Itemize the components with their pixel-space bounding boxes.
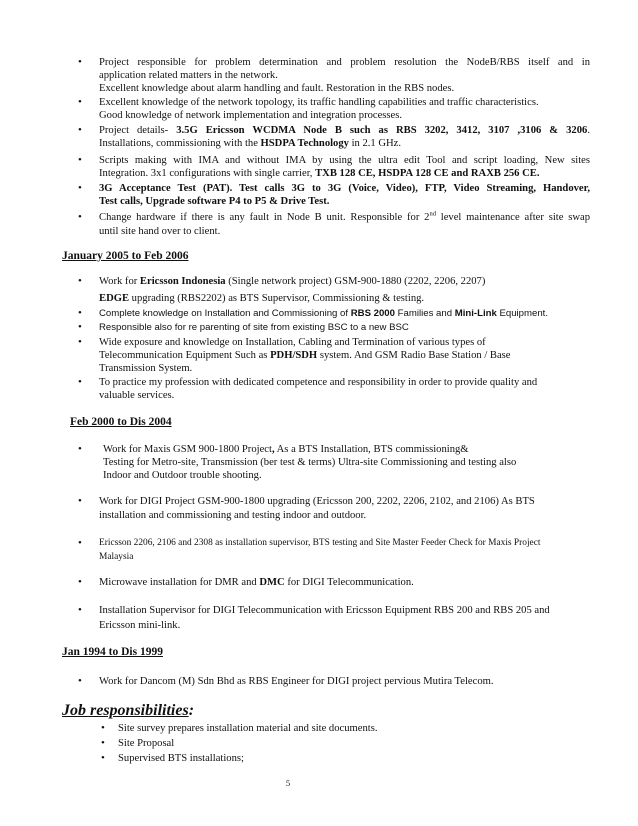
item-line: Wide exposure and knowledge on Installation, Cabling and Termination of various types of [99,337,486,348]
item-line: Test calls, Upgrade software P4 to P5 & Drive Test. [99,196,330,207]
item-text: Equipment. [496,308,549,319]
item-bold-text: 3.5G Ericsson WCDMA Node B such as RBS 3202, 3412, 3107 ,3106 & 3206 [176,125,588,136]
bullet-icon: • [78,211,82,223]
item-line: installation and commissioning and testing indoor and outdoor. [99,510,367,521]
item-line: Site survey prepares installation material and site documents. [118,723,378,734]
item-bold-text: Mini-Link [454,308,497,319]
item-bold-text: HSDPA Technology [260,138,349,149]
item-line: Transmission System. [99,363,193,374]
item-line [99,211,590,224]
item-line: Excellent knowledge of the network topology, its traffic handling capabilities and traffic characteristics. [99,97,539,108]
item-line [103,443,594,456]
item-text: level maintenance after site swap [435,212,590,223]
item-line: Testing for Metro-site, Transmission (ber test & terms) Ultra-site Commissioning and testing also [103,457,517,468]
item-bold-text: DMC [259,577,285,588]
bullet-icon: • [78,154,82,166]
heading-text: Job responsibilities [62,702,189,719]
item-text: Work for [99,276,140,287]
item-text: Change hardware if there is any fault in Node B unit. Responsible for 2 [99,212,430,223]
item-line: Project responsible for problem determination and problem resolution the NodeB/RBS itself and in [99,57,590,68]
item-line: Ericsson 2206, 2106 and 2308 as installation supervisor, BTS testing and Site Master Feeder Check for Maxis Project [99,538,541,548]
page-number: 5 [285,778,291,788]
section-heading-job-responsibilities [62,701,194,720]
item-line [99,137,590,150]
bullet-icon: • [101,737,105,749]
item-text: Work for Maxis GSM 900-1800 Project [103,444,272,455]
item-text: Families and [394,308,455,319]
item-bold-text: Ericsson Indonesia [139,276,226,287]
item-line [99,576,590,589]
item-line: Installation Supervisor for DIGI Telecommunication with Ericsson Equipment RBS 200 and RBS 205 and [99,605,550,616]
item-text: Microwave installation for DMR and [99,577,260,588]
superscript: nd [429,210,436,218]
item-line: Indoor and Outdoor trouble shooting. [103,470,262,481]
item-text: for DIGI Telecommunication. [284,577,414,588]
item-line: Work for DIGI Project GSM-900-1800 upgrading (Ericsson 200, 2202, 2206, 2102, and 2106) As BTS [99,496,535,507]
item-line [99,124,590,137]
item-bold-text: EDGE [99,293,130,304]
item-line [99,307,594,320]
item-line: Excellent knowledge about alarm handling and fault. Restoration in the RBS nodes. [99,83,455,94]
item-text: Integration. 3x1 configurations with single carrier, [99,168,316,179]
item-line: Responsible also for re parenting of site from existing BSC to a new BSC [99,322,409,333]
bullet-icon: • [101,752,105,764]
section-heading: Feb 2000 to Dis 2004 [70,416,172,428]
item-line: Work for Dancom (M) Sdn Bhd as RBS Engineer for DIGI project pervious Mutira Telecom. [99,676,494,687]
item-text: Complete knowledge on Installation and Commissioning of [99,308,351,319]
bullet-icon: • [78,376,82,388]
item-line: valuable services. [99,390,175,401]
bullet-icon: • [78,307,82,319]
bullet-icon: • [78,56,82,68]
item-text: Telecommunication Equipment Such as [99,350,271,361]
heading-colon: : [188,702,195,719]
item-bold-text: , [271,444,275,455]
item-text: Project details- [99,125,177,136]
item-line: Site Proposal [118,738,175,749]
bullet-icon: • [78,495,82,507]
item-text: in 2.1 GHz. [348,138,402,149]
item-line: application related matters in the network. [99,70,278,81]
bullet-icon: • [101,722,105,734]
bullet-icon: • [78,321,82,333]
item-line [99,167,590,180]
item-text: As a BTS Installation, BTS commissioning& [274,444,469,455]
item-line: Malaysia [99,552,134,562]
item-line: Supervised BTS installations; [118,753,244,764]
item-line: until site hand over to client. [99,226,221,237]
bullet-icon: • [78,336,82,348]
item-text: upgrading (RBS2202) as BTS Supervisor, Commissioning & testing. [129,293,425,304]
item-bold-text: PDH/SDH [270,350,318,361]
item-line: To practice my profession with dedicated competence and responsibility in order to provide quality and [99,377,538,388]
bullet-icon: • [78,604,82,616]
item-line: Good knowledge of network implementation and integration processes. [99,110,403,121]
item-line [99,292,590,305]
item-line: Scripts making with IMA and without IMA by using the ultra edit Tool and script loading, New sites [99,155,590,166]
item-line [99,275,590,288]
item-bold-text: RBS 2000 [350,308,395,319]
item-line [99,349,590,362]
bullet-icon: • [78,182,82,194]
item-text: . [587,125,590,136]
bullet-icon: • [78,576,82,588]
section-heading: Jan 1994 to Dis 1999 [62,646,163,658]
item-text: Installations, commissioning with the [99,138,261,149]
bullet-icon: • [78,275,82,287]
bullet-icon: • [78,124,82,136]
bullet-icon: • [78,537,82,549]
item-line: 3G Acceptance Test (PAT). Test calls 3G to 3G (Voice, Video), FTP, Video Streaming, Handover, [99,183,590,194]
item-text: system. And GSM Radio Base Station / Base [317,350,511,361]
bullet-icon: • [78,675,82,687]
item-line: Ericsson mini-link. [99,620,181,631]
section-heading: January 2005 to Feb 2006 [62,250,189,262]
bullet-icon: • [78,443,82,455]
bullet-icon: • [78,96,82,108]
item-text: (Single network project) GSM-900-1880 (2202, 2206, 2207) [225,276,486,287]
item-bold-text: TXB 128 CE, HSDPA 128 CE and RAXB 256 CE. [315,168,540,179]
